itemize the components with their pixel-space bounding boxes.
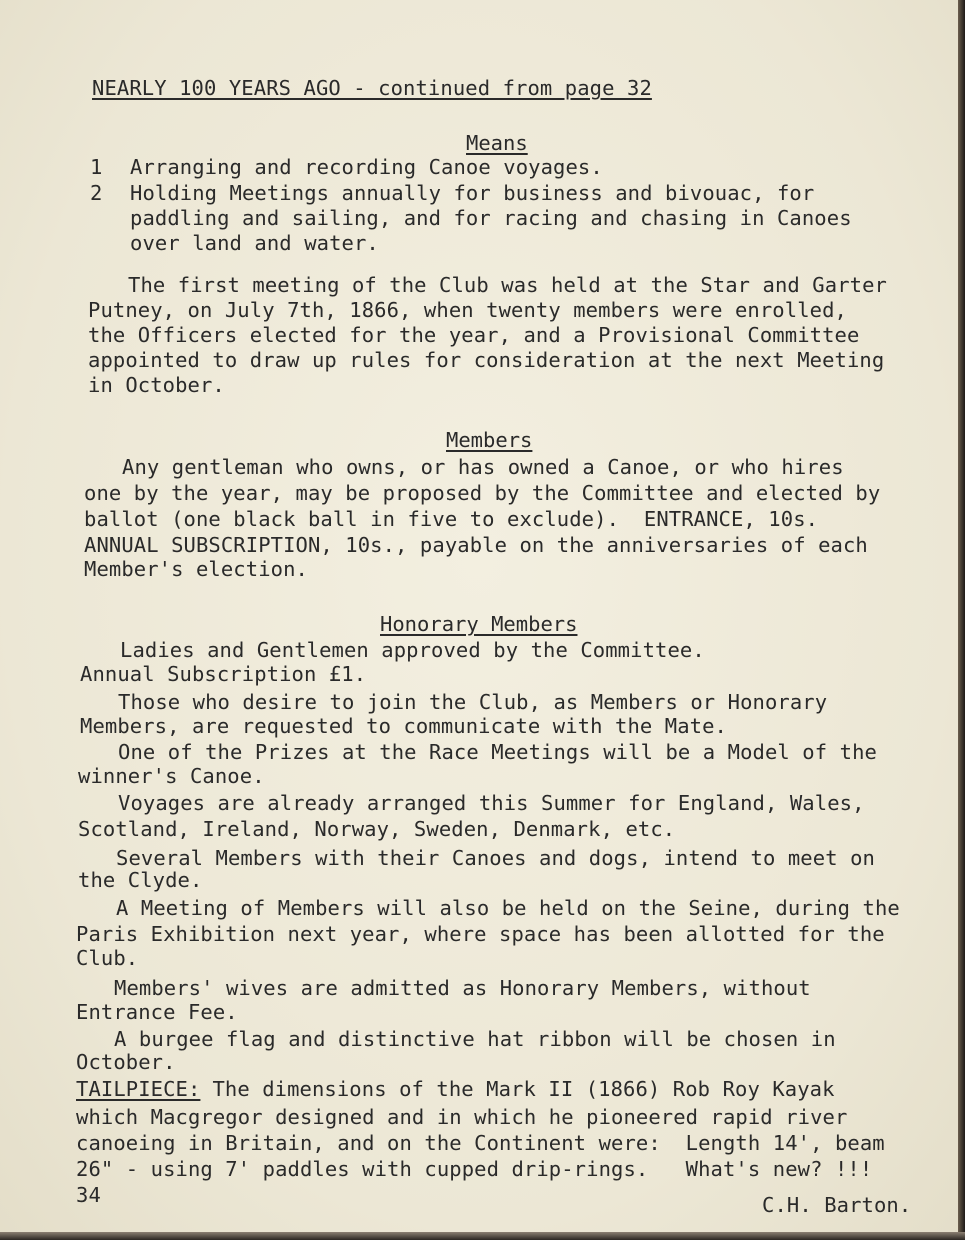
paragraph-line: Putney, on July 7th, 1866, when twenty members were enrolled, <box>88 298 847 322</box>
paragraph-line: the Clyde. <box>78 868 203 892</box>
paragraph-line: canoeing in Britain, and on the Continent were: Length 14', beam <box>76 1131 885 1155</box>
paragraph-line: 26" - using 7' paddles with cupped drip-rings. What's new? !!! <box>76 1157 873 1181</box>
paragraph-line: Members' wives are admitted as Honorary Members, without <box>114 976 811 1000</box>
paragraph-line: Member's election. <box>84 557 308 581</box>
paragraph-line: The first meeting of the Club was held at the Star and Garter <box>128 273 887 297</box>
paragraph-line: One of the Prizes at the Race Meetings will be a Model of the <box>118 740 877 764</box>
paragraph-line: in October. <box>88 373 225 397</box>
paragraph-line: which Macgregor designed and in which he pioneered rapid river <box>76 1105 848 1129</box>
means-item-text: paddling and sailing, and for racing and chasing in Canoes <box>130 206 852 230</box>
means-heading: Means <box>466 131 528 155</box>
page-edge-shadow <box>958 0 965 1240</box>
tailpiece-label: TAILPIECE: <box>76 1077 201 1101</box>
members-heading: Members <box>446 428 533 452</box>
paragraph-line: Several Members with their Canoes and dogs, intend to meet on <box>116 846 875 870</box>
paragraph-line: ANNUAL SUBSCRIPTION, 10s., payable on the anniversaries of each <box>84 533 868 557</box>
paragraph-line: The dimensions of the Mark II (1866) Rob Roy Kayak <box>200 1077 835 1101</box>
paragraph-line: Those who desire to join the Club, as Members or Honorary <box>118 690 828 714</box>
paragraph-line: A burgee flag and distinctive hat ribbon will be chosen in <box>114 1027 836 1051</box>
page-number: 34 <box>76 1183 101 1207</box>
means-item-number: 1 <box>90 155 103 179</box>
page-header: NEARLY 100 YEARS AGO - continued from page 32 <box>92 76 652 100</box>
paragraph-line: Paris Exhibition next year, where space has been allotted for the <box>76 922 885 946</box>
means-item-number: 2 <box>90 181 103 205</box>
paragraph-line: Ladies and Gentlemen approved by the Committee. <box>120 638 705 662</box>
paragraph-line: Members, are requested to communicate with the Mate. <box>80 714 727 738</box>
paragraph-line: appointed to draw up rules for consideration at the next Meeting <box>88 348 885 372</box>
page-edge-shadow <box>0 1232 965 1240</box>
paragraph-line: Scotland, Ireland, Norway, Sweden, Denmark, etc. <box>78 817 676 841</box>
means-item-text: Arranging and recording Canoe voyages. <box>130 155 603 179</box>
means-item-text: over land and water. <box>130 231 379 255</box>
paragraph-line: Any gentleman who owns, or has owned a Canoe, or who hires <box>122 455 844 479</box>
paragraph-line: Annual Subscription £1. <box>80 662 367 686</box>
paragraph-line: Entrance Fee. <box>76 1000 238 1024</box>
paragraph-line: winner's Canoe. <box>78 764 265 788</box>
author-signature: C.H. Barton. <box>762 1193 912 1217</box>
paragraph-line: October. <box>76 1050 176 1074</box>
honorary-members-heading: Honorary Members <box>380 612 578 636</box>
paragraph-line: ballot (one black ball in five to exclude). ENTRANCE, 10s. <box>84 507 819 531</box>
paragraph-line: Voyages are already arranged this Summer for England, Wales, <box>118 791 865 815</box>
paragraph-line: one by the year, may be proposed by the Committee and elected by <box>84 481 881 505</box>
paragraph-line: Club. <box>76 946 139 970</box>
means-item-text: Holding Meetings annually for business and bivouac, for <box>130 181 815 205</box>
paragraph-line: A Meeting of Members will also be held on the Seine, during the <box>116 896 900 920</box>
paragraph-line: the Officers elected for the year, and a Provisional Committee <box>88 323 860 347</box>
